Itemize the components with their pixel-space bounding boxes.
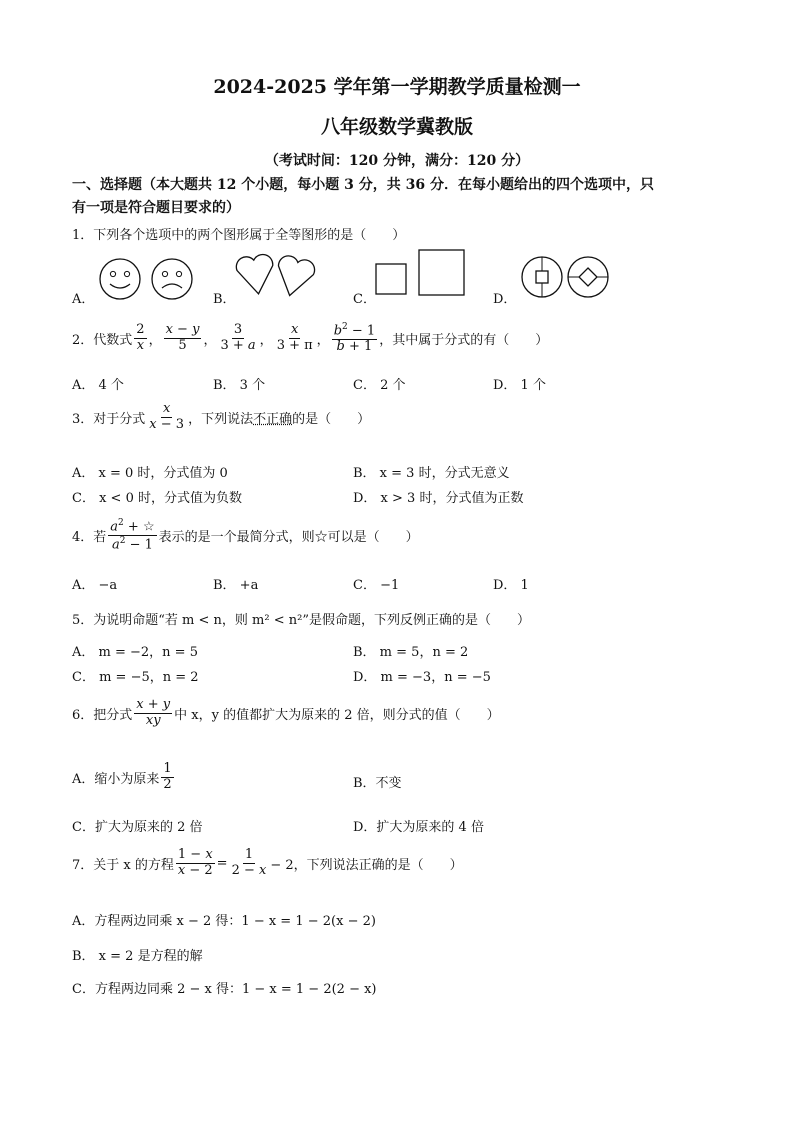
q4-prefix: 4．若 (72, 530, 107, 546)
section-heading-line1: 一、选择题（本大题共 12 个小题，每小题 3 分，共 36 分．在每小题给出的四个选项中，只 (72, 177, 654, 193)
q1-option-b-hearts (232, 248, 322, 300)
q2-fraction-2: $\frac{x - y}{5}$ (165, 322, 200, 354)
q2-fraction-4: $\frac{x}{3 + \pi}$ (276, 322, 313, 354)
section-heading-line2: 有一项是符合题目要求的） (72, 200, 240, 216)
q3-stem (72, 402, 370, 433)
q3-option-c: C． x < 0 时，分式值为负数 (72, 491, 242, 506)
heart-left-icon (235, 253, 277, 296)
q1-option-d-coins (518, 254, 614, 302)
exam-subtitle: 八年级数学冀教版 (320, 116, 473, 138)
q3-prefix: 3．对于分式 (72, 411, 146, 427)
q2-prefix: 2．代数式 (72, 333, 133, 349)
sad-face-icon (152, 259, 192, 299)
q4-option-a: A． −a (72, 578, 118, 593)
q4-suffix: 表示的是一个最简分式，则☆可以是（ ） (158, 530, 419, 546)
q2-suffix: ，其中属于分式的有（ ） (379, 333, 549, 349)
exam-info: （考试时间：120 分钟，满分：120 分） (264, 153, 530, 169)
q1-option-b-label: B． (213, 292, 236, 307)
q6-prefix: 6．把分式 (72, 707, 133, 723)
q1-option-a-label: A． (72, 292, 95, 307)
q7-prefix: 7．关于 x 的方程 (72, 857, 174, 873)
q2-option-a: A． 4 个 (72, 378, 124, 393)
large-square-icon (419, 250, 464, 295)
q6-suffix: 中 x，y 的值都扩大为原来的 2 倍，则分式的值（ ） (174, 707, 500, 723)
q3-suffix-b: 的是（ ） (292, 411, 371, 427)
heart-right-icon (272, 254, 317, 300)
q7-option-b: B． x = 2 是方程的解 (72, 949, 203, 964)
exam-title: 2024-2025 学年第一学期教学质量检测一 (213, 76, 581, 98)
q2-fraction-3: $\frac{3}{3 + a}$ (220, 322, 256, 354)
q3-option-b: B． x = 3 时，分式无意义 (353, 466, 510, 481)
q3-option-d: D． x > 3 时，分式值为正数 (353, 491, 524, 506)
q7-equals: = (216, 855, 228, 871)
q6-option-a-fraction: $\frac{1}{2}$ (163, 761, 172, 792)
q7-option-a: A．方程两边同乘 x − 2 得：1 − x = 1 − 2(x − 2) (72, 914, 376, 929)
q3-fraction: $\frac{x}{x - 3}$ (149, 401, 185, 432)
q4-stem (72, 518, 419, 554)
q3-suffix-a: ，下列说法 (188, 411, 254, 427)
coin-square-hole-icon (522, 257, 562, 297)
q1-option-a-faces (96, 255, 200, 305)
q5-option-b: B． m = 5，n = 2 (353, 645, 469, 660)
q2-option-d: D． 1 个 (493, 378, 546, 393)
q4-option-c: C． −1 (353, 578, 400, 593)
q4-option-b: B． +a (213, 578, 259, 593)
q1-option-d-label: D． (493, 292, 517, 307)
q6-option-d: D．扩大为原来的 4 倍 (353, 820, 484, 835)
q4-option-d: D． 1 (493, 578, 529, 593)
q6-fraction: $\frac{x + y}{xy}$ (136, 697, 171, 728)
q6-stem (72, 698, 500, 729)
q7-fraction-left: $\frac{1 - x}{x - 2}$ (177, 847, 213, 878)
q7-tail: − 2，下列说法正确的是（ ） (270, 857, 463, 873)
q5-option-d: D． m = −3，n = −5 (353, 670, 491, 685)
small-square-icon (376, 264, 406, 294)
smiley-face-icon (100, 259, 140, 299)
q4-fraction: $\frac{a^2 + ☆}{a^2 - 1}$ (110, 518, 155, 553)
q3-option-a: A． x = 0 时，分式值为 0 (72, 466, 228, 481)
q6-option-a-text: A．缩小为原来 (72, 771, 160, 787)
q7-stem (72, 848, 463, 879)
q5-stem: 5．为说明命题“若 m < n，则 m² < n²”是假命题，下列反例正确的是（ ） (72, 613, 530, 628)
q2-fraction-5: $\frac{b^2 - 1}{b + 1}$ (333, 322, 376, 355)
q1-option-c-squares (372, 248, 472, 300)
coin-diamond-hole-icon (568, 257, 608, 297)
q2-option-c: C． 2 个 (353, 378, 406, 393)
q6-option-c: C．扩大为原来的 2 倍 (72, 820, 203, 835)
q5-option-c: C． m = −5，n = 2 (72, 670, 199, 685)
q7-option-c: C．方程两边同乘 2 − x 得：1 − x = 1 − 2(2 − x) (72, 982, 377, 997)
q1-option-c-label: C． (353, 292, 376, 307)
q2-option-b: B． 3 个 (213, 378, 266, 393)
q7-fraction-right: $\frac{1}{2 - x}$ (231, 847, 267, 878)
q3-suffix-emphasis: 不正确 (253, 411, 293, 427)
q2-stem: 2．代数式 $\frac{2}{x}$ ， $\frac{x - y}{5}$ ， $\frac{3}{3 + a}$ ， $\frac{x}{3 + \pi}$ ， $\frac{b^2 - 1}{b + 1}$ ，其中属于分式的有（ ） (72, 322, 549, 355)
q2-fraction-1: $\frac{2}{x}$ (136, 322, 145, 354)
q1-stem: 1．下列各个选项中的两个图形属于全等图形的是（ ） (72, 228, 406, 243)
q5-option-a: A． m = −2，n = 5 (72, 645, 198, 660)
q6-option-a (72, 762, 176, 793)
q6-option-b: B．不变 (353, 776, 402, 791)
